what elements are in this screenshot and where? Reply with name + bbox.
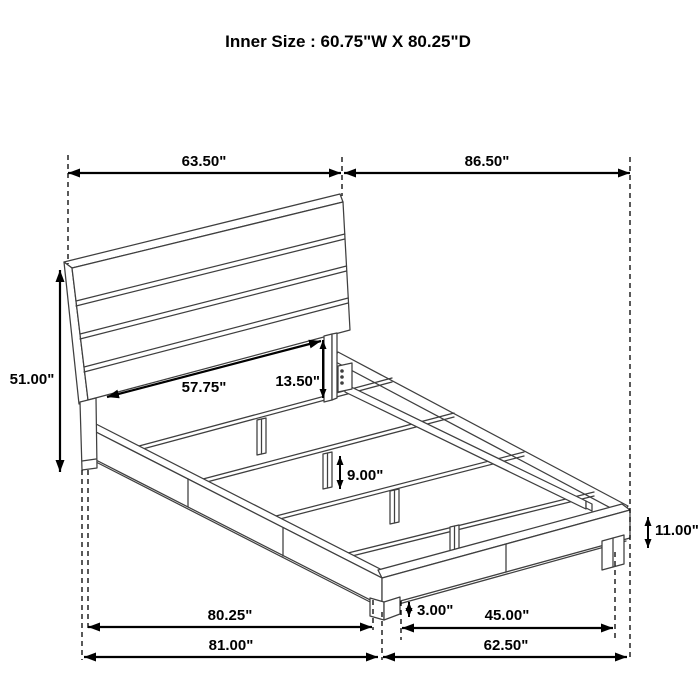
headboard-left-leg	[80, 398, 97, 470]
dim-label-foot-inner-span: 45.00"	[484, 607, 530, 624]
bed-drawing	[64, 194, 630, 620]
center-support-leg	[323, 452, 332, 489]
dim-label-headboard-to-slat: 13.50"	[275, 373, 320, 390]
headboard-right-leg	[324, 333, 337, 402]
dim-label-headboard-height: 51.00"	[9, 371, 55, 388]
center-rail	[345, 384, 592, 511]
dim-label-slat-span: 80.25"	[207, 607, 253, 624]
dim-label-headboard-width: 63.50"	[181, 153, 227, 170]
foot-corner-leg-far	[602, 535, 624, 570]
dim-label-side-rail-height: 11.00"	[655, 522, 699, 539]
slat	[276, 452, 524, 520]
rail-mounting-bracket	[338, 363, 352, 392]
near-side-rail	[92, 424, 386, 606]
dim-label-foot-leg-height: 3.00"	[417, 602, 454, 619]
headboard	[64, 194, 352, 470]
bracket-hole	[340, 369, 344, 373]
dim-label-center-leg-height: 9.00"	[347, 467, 384, 484]
dim-label-headboard-panel-width: 57.75"	[181, 379, 227, 396]
center-support-leg	[257, 418, 266, 455]
foot-rail	[378, 504, 630, 607]
bracket-hole	[340, 381, 344, 385]
dim-label-overall-length: 81.00"	[208, 637, 254, 654]
dim-label-foot-overall-width: 62.50"	[483, 637, 529, 654]
center-support-leg	[390, 489, 399, 524]
dim-label-length-to-foot: 86.50"	[464, 153, 510, 170]
bracket-hole	[340, 375, 344, 379]
diagram-title: Inner Size : 60.75"W X 80.25"D	[225, 32, 471, 51]
